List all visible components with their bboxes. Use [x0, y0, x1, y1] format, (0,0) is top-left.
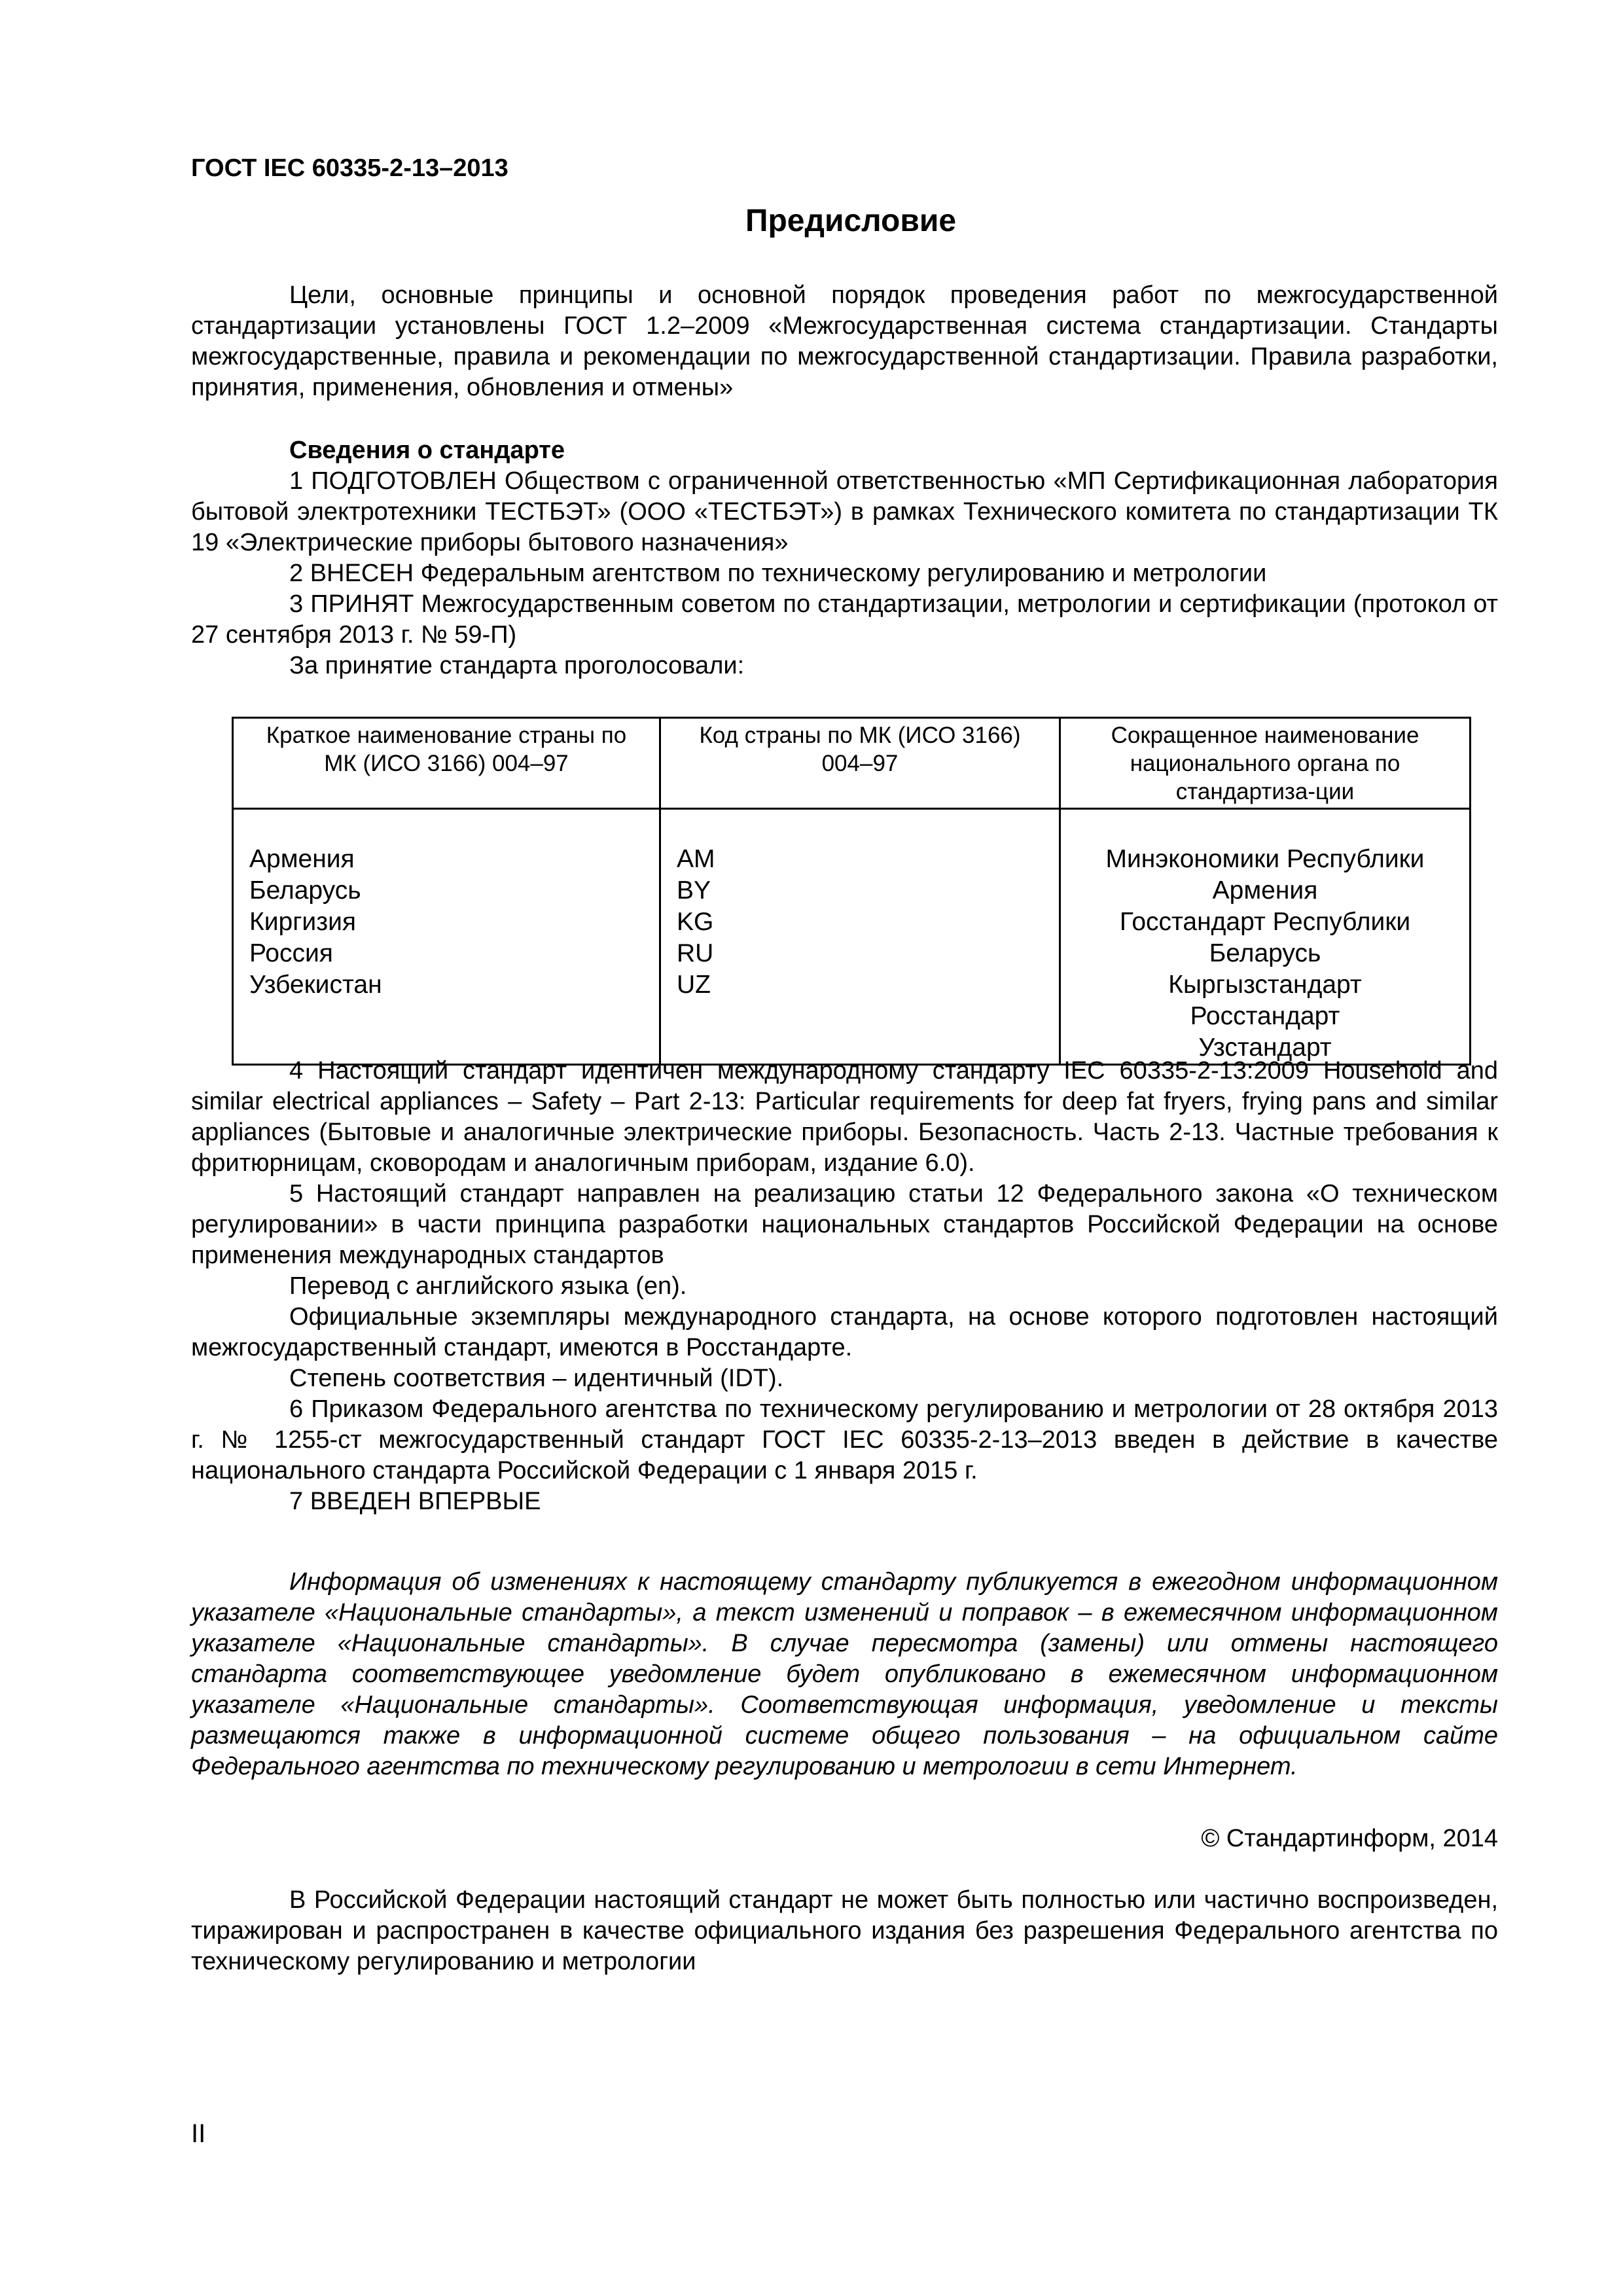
page-title: Предисловие	[745, 204, 957, 238]
voting-table	[232, 717, 1471, 1066]
translation-note: Перевод с английского языка (en).	[289, 1272, 687, 1300]
amendments-notice	[191, 1567, 1498, 1782]
country-cell: Россия	[249, 939, 333, 967]
country-cell: Беларусь	[249, 876, 361, 905]
body-column	[1060, 809, 1471, 1065]
column-header-country: Краткое наименование страны по МК (ИСО 3166) 004–97	[233, 718, 660, 809]
table-row	[233, 809, 1471, 1065]
info-item-2: 2 ВНЕСЕН Федеральным агентством по техническому регулированию и метрологии	[289, 560, 1267, 587]
standard-info-heading: Сведения о стандарте	[289, 437, 565, 464]
body-cell: Росстандарт	[1190, 1002, 1340, 1030]
intro-paragraph: Цели, основные принципы и основной порядок проведения работ по межгосударственной стандартизации установлены ГОСТ 1.2–2009 «Межгосударственная система стандартизации. Стандарты межгосударственные, правила и рекомендации по межгосударственной стандартизации. Правила разработки, принятия, применения, обновления и отмены»	[191, 281, 1498, 401]
standard-items-section	[191, 1056, 1498, 1517]
info-item-1: 1 ПОДГОТОВЛЕН Обществом с ограниченной ответственностью «МП Сертификационная лаборатория бытовой электротехники ТЕСТБЭТ» (ООО «ТЕСТБЭТ») в рамках Технического комитета по стандартизации ТК 19 «Электрические приборы бытового назначения»	[191, 467, 1498, 556]
code-cell: KG	[677, 908, 714, 936]
country-cell: Киргизия	[249, 908, 356, 936]
standard-info-section	[191, 435, 1498, 681]
code-cell: AM	[677, 845, 715, 873]
copyright-line: © Стандартинформ, 2014	[1201, 1825, 1498, 1852]
document-header: ГОСТ IEC 60335-2-13–2013	[191, 154, 508, 182]
intro-section	[191, 280, 1498, 403]
column-header-body: Сокращенное наименование национального органа по стандартиза-ции	[1060, 718, 1471, 809]
country-column	[233, 809, 660, 1065]
country-cell: Узбекистан	[249, 971, 382, 999]
notice-paragraph: Информация об изменениях к настоящему стандарту публикуется в ежегодном информационном указателе «Национальные стандарты», а текст изменений и поправок – в ежемесячном информационном указателе «Национальные стандарты». В случае пересмотра (замены) или отмены настоящего стандарта соответствующее уведомление будет опубликовано в ежемесячном информационном указателе «Национальные стандарты». Соответствующая информация, уведомление и тексты размещаются также в информационной системе общего пользования – на официальном сайте Федерального агентства по техническому регулированию и метрологии в сети Интернет.	[191, 1568, 1498, 1780]
code-cell: BY	[677, 876, 711, 905]
rights-paragraph: В Российской Федерации настоящий стандарт не может быть полностью или частично воспроизведен, тиражирован и распространен в качестве официального издания без разрешения Федерального агентства по техническому регулированию и метрологии	[191, 1886, 1498, 1975]
official-copies-note: Официальные экземпляры международного стандарта, на основе которого подготовлен настоящий межгосударственный стандарт, имеются в Росстандарте.	[191, 1303, 1498, 1361]
body-cell: Узстандарт	[1198, 1033, 1332, 1062]
table-header-row	[233, 718, 1471, 809]
body-cell: Госстандарт Республики Беларусь	[1119, 908, 1411, 967]
rights-section	[191, 1885, 1498, 1977]
body-cell: Минэкономики Республики Армения	[1105, 845, 1425, 905]
body-cell: Кыргызстандарт	[1168, 971, 1362, 999]
item-6: 6 Приказом Федерального агентства по техническому регулированию и метрологии от 28 октября 2013 г. № 1255-ст межгосударственный стандарт ГОСТ IEC 60335-2-13–2013 введен в действие в качестве национального стандарта Российской Федерации с 1 января 2015 г.	[191, 1395, 1498, 1484]
info-item-3: 3 ПРИНЯТ Межгосударственным советом по стандартизации, метрологии и сертификации (протокол от 27 сентября 2013 г. № 59-П)	[191, 590, 1498, 649]
code-cell: UZ	[677, 971, 711, 999]
country-cell: Армения	[249, 845, 355, 873]
item-4: 4 Настоящий стандарт идентичен международному стандарту IEC 60335-2-13:2009 Household and similar electrical appliances – Safety – Part 2-13: Particular requirements for deep fat fryers, frying pans and similar appliances (Бытовые и аналогичные электрические приборы. Безопасность. Часть 2-13. Частные требования к фритюрницам, сковородам и аналогичным приборам, издание 6.0).	[191, 1057, 1498, 1177]
item-7: 7 ВВЕДЕН ВПЕРВЫЕ	[289, 1488, 541, 1515]
page-number: II	[191, 2119, 206, 2148]
degree-note: Степень соответствия – идентичный (IDT).	[289, 1365, 784, 1392]
item-5: 5 Настоящий стандарт направлен на реализацию статьи 12 Федерального закона «О техническом регулировании» в части принципа разработки национальных стандартов Российской Федерации на основе применения международных стандартов	[191, 1180, 1498, 1269]
column-header-code: Код страны по МК (ИСО 3166) 004–97	[660, 718, 1060, 809]
code-cell: RU	[677, 939, 714, 967]
voted-label: За принятие стандарта проголосовали:	[289, 652, 745, 679]
code-column	[660, 809, 1060, 1065]
